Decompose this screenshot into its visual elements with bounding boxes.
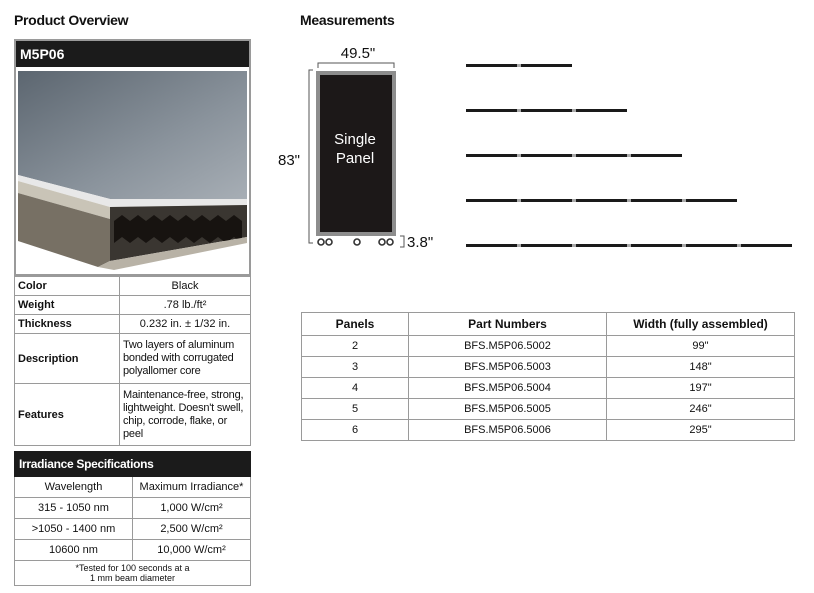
spec-row-thickness — [15, 315, 251, 334]
wavelength-cell: >1050 - 1400 nm — [15, 519, 133, 540]
panel-joint — [572, 109, 576, 112]
irradiance-header-row — [15, 477, 251, 498]
panel-segment — [686, 244, 737, 247]
panel-segment — [576, 199, 627, 202]
parts-row — [302, 399, 795, 420]
max-irradiance-cell: 10,000 W/cm² — [133, 540, 251, 561]
spec-row-features — [15, 384, 251, 446]
part-number-cell: BFS.M5P06.5004 — [409, 378, 607, 399]
parts-row — [302, 357, 795, 378]
panel-segment — [576, 109, 627, 112]
panel-feet — [318, 239, 393, 245]
parts-row — [302, 420, 795, 441]
spec-value: 0.232 in. ± 1/32 in. — [120, 315, 251, 334]
spec-value: Maintenance-free, strong, lightweight. Doesn't swell, chip, corrode, flake, or peel — [120, 384, 251, 446]
parts-row — [302, 336, 795, 357]
irradiance-row — [15, 540, 251, 561]
panel-joint — [517, 109, 521, 112]
panel-segment — [521, 199, 572, 202]
width-cell: 246" — [607, 399, 795, 420]
panel-label-line-2: Panel — [335, 150, 375, 167]
spec-key: Weight — [15, 296, 120, 315]
panel-segment — [466, 244, 517, 247]
width-dimension-label: 49.5" — [340, 45, 376, 62]
spec-row-description — [15, 334, 251, 384]
panel-segment — [576, 154, 627, 157]
width-bracket — [318, 63, 394, 68]
irradiance-note-row — [15, 561, 251, 586]
panel-joint — [682, 244, 686, 247]
spec-key: Color — [15, 277, 120, 296]
spec-value: Two layers of aluminum bonded with corrugated polyallomer core — [120, 334, 251, 384]
part-number-cell: BFS.M5P06.5002 — [409, 336, 607, 357]
height-bracket — [309, 70, 313, 243]
panel-joint — [572, 244, 576, 247]
part-number-cell: BFS.M5P06.5005 — [409, 399, 607, 420]
single-panel-diagram — [276, 40, 446, 255]
panel-joint — [517, 199, 521, 202]
parts-row — [302, 378, 795, 399]
wavelength-cell: 10600 nm — [15, 540, 133, 561]
max-irradiance-header: Maximum Irradiance* — [133, 477, 251, 498]
panel-segment — [631, 199, 682, 202]
width-header: Width (fully assembled) — [607, 313, 795, 336]
measurements-heading: Measurements — [300, 12, 395, 28]
spec-value: .78 lb./ft² — [120, 296, 251, 315]
panel-segment — [631, 154, 682, 157]
irradiance-note — [15, 561, 251, 586]
irradiance-table — [14, 451, 251, 586]
panel-joint — [517, 64, 521, 67]
panel-configurations-diagram — [466, 58, 796, 253]
product-image — [18, 71, 247, 270]
part-number-cell: BFS.M5P06.5003 — [409, 357, 607, 378]
panel-joint — [517, 154, 521, 157]
part-number-cell: BFS.M5P06.5006 — [409, 420, 607, 441]
panel-config-3 — [466, 109, 627, 112]
panel-label-line-1: Single — [334, 131, 376, 148]
panel-segment — [576, 244, 627, 247]
panel-segment — [466, 109, 517, 112]
panel-config-4 — [466, 154, 682, 157]
wavelength-header: Wavelength — [15, 477, 133, 498]
base-dimension-label: 3.8" — [407, 234, 434, 251]
max-irradiance-cell: 1,000 W/cm² — [133, 498, 251, 519]
parts-header-row — [302, 313, 795, 336]
panels-cell: 2 — [302, 336, 409, 357]
spec-row-color — [15, 277, 251, 296]
height-dimension-label: 83" — [278, 152, 301, 169]
wavelength-cell: 315 - 1050 nm — [15, 498, 133, 519]
panel-segment — [631, 244, 682, 247]
spec-row-weight — [15, 296, 251, 315]
product-overview-panel — [14, 39, 251, 585]
panels-cell: 6 — [302, 420, 409, 441]
irradiance-row — [15, 519, 251, 540]
panel-segment — [466, 154, 517, 157]
irradiance-title-row — [15, 452, 251, 477]
width-cell: 197" — [607, 378, 795, 399]
panel-segment — [521, 244, 572, 247]
width-cell: 148" — [607, 357, 795, 378]
panel-joint — [627, 244, 631, 247]
panel-config-6 — [466, 244, 792, 247]
panel-config-2 — [466, 64, 572, 67]
panel-joint — [572, 199, 576, 202]
width-cell: 295" — [607, 420, 795, 441]
panel-joint — [517, 244, 521, 247]
panel-config-5 — [466, 199, 737, 202]
panels-cell: 4 — [302, 378, 409, 399]
panels-cell: 5 — [302, 399, 409, 420]
panel-segment — [521, 64, 572, 67]
spec-value: Black — [120, 277, 251, 296]
note-line-2: 1 mm beam diameter — [89, 573, 176, 583]
panel-joint — [682, 199, 686, 202]
model-title: M5P06 — [16, 41, 249, 67]
width-cell: 99" — [607, 336, 795, 357]
spec-table — [14, 276, 251, 446]
panel-segment — [741, 244, 792, 247]
panel-segment — [521, 109, 572, 112]
panel-joint — [572, 154, 576, 157]
irradiance-row — [15, 498, 251, 519]
note-line-1: *Tested for 100 seconds at a — [75, 563, 190, 573]
panels-cell: 3 — [302, 357, 409, 378]
panel-segment — [466, 199, 517, 202]
spec-key: Thickness — [15, 315, 120, 334]
panel-joint — [627, 199, 631, 202]
product-card — [14, 39, 251, 276]
part-numbers-header: Part Numbers — [409, 313, 607, 336]
panels-header: Panels — [302, 313, 409, 336]
part-numbers-table — [301, 312, 795, 441]
base-bracket — [400, 236, 404, 247]
spec-key: Features — [15, 384, 120, 446]
panel-segment — [521, 154, 572, 157]
panel-segment — [466, 64, 517, 67]
max-irradiance-cell: 2,500 W/cm² — [133, 519, 251, 540]
panel-joint — [627, 154, 631, 157]
panel-segment — [686, 199, 737, 202]
irradiance-title: Irradiance Specifications — [15, 452, 251, 477]
product-overview-heading: Product Overview — [14, 12, 129, 28]
panel-joint — [737, 244, 741, 247]
spec-key: Description — [15, 334, 120, 384]
